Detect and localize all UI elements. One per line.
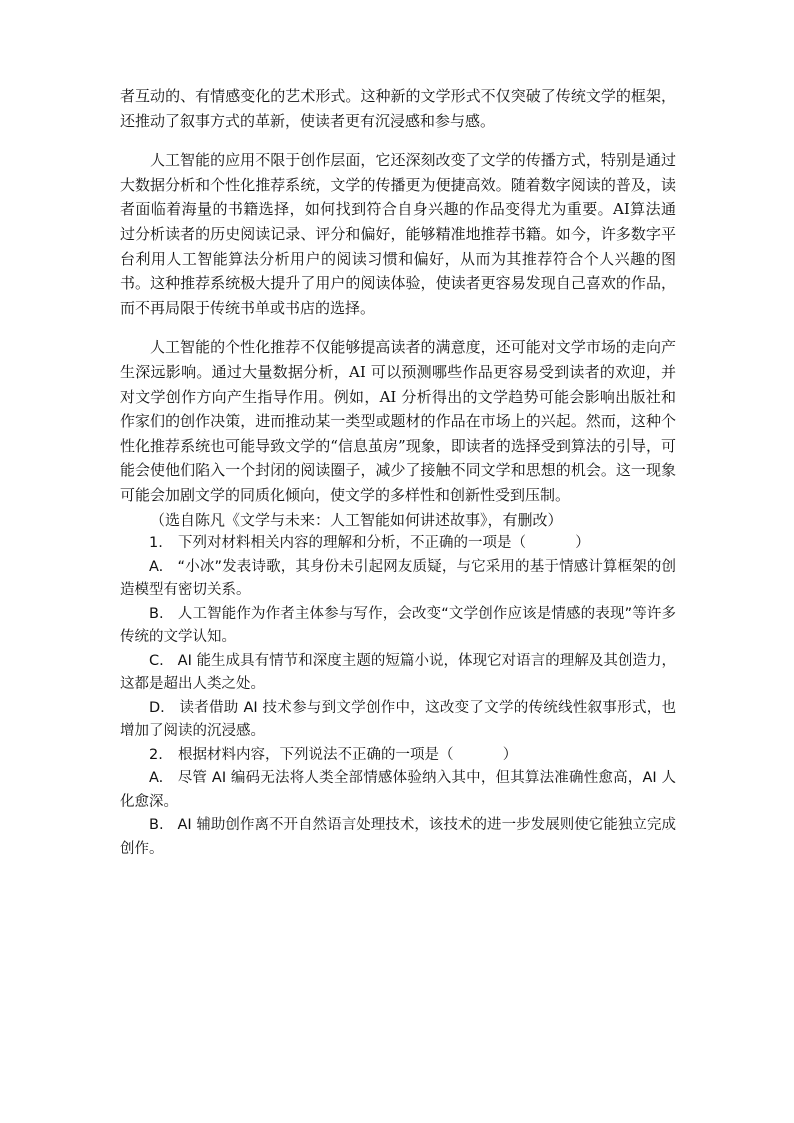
question-stem	[120, 744, 676, 768]
option-letter: D.	[149, 699, 165, 716]
question-stem	[120, 532, 676, 556]
option-letter: B.	[149, 605, 164, 622]
question-text: 根据材料内容，下列说法不正确的一项是（	[178, 746, 454, 763]
passage-paragraph: 人工智能的应用不限于创作层面，它还深刻改变了文学的传播方式，特别是通过大数据分析和个性化推荐系统，文学的传播更为便捷高效。随着数字阅读的普及，读者面临着海量的书籍选择，如何找到符合自身兴趣的作品变得尤为重要。AI算法通过分析读者的历史阅读记录、评分和偏好，能够精准地推荐书籍。如今，许多数字平台利用人工智能算法分析用户的阅读习惯和偏好，从而为其推荐符合个人兴趣的图书。这种推荐系统极大提升了用户的阅读体验，使读者更容易发现自己喜欢的作品，而不再局限于传统书单或书店的选择。	[120, 151, 676, 317]
passage-paragraph: 者互动的、有情感变化的艺术形式。这种新的文学形式不仅突破了传统文学的框架，还推动了叙事方式的革新，使读者更有沉浸感和参与感。	[120, 87, 676, 130]
option-letter: A.	[149, 770, 164, 787]
document-page	[120, 84, 676, 861]
option-letter: B.	[149, 817, 164, 834]
option-letter: A.	[149, 558, 164, 575]
option-text: 尽管 AI 编码无法将人类全部情感体验纳入其中，但其算法准确性愈高，AI 人化愈深。	[120, 770, 677, 810]
question-text-end: ）	[502, 746, 518, 763]
question-text: 下列对材料相关内容的理解和分析，不正确的一项是（	[178, 535, 526, 552]
option-text: AI 辅助创作离不开自然语言处理技术，该技术的进一步发展则使它能独立完成创作。	[120, 817, 676, 857]
passage-paragraph: 人工智能的个性化推荐不仅能够提高读者的满意度，还可能对文学市场的走向产生深远影响。通过大量数据分析，AI 可以预测哪些作品更容易受到读者的欢迎，并对文学创作方向产生指导作用。例如，AI 分析得出的文学趋势可能会影响出版社和作家们的创作决策，进而推动某一类型或题材的作品在市场上的兴起。然而，这种个性化推荐系统也可能导致文学的“信息茧房”现象，即读者的选择受到算法的引导，可能会使他们陷入一个封闭的阅读圈子，减少了接触不同文学和思想的机会。这一现象可能会加剧文学的同质化倾向，使文学的多样性和创新性受到压制。	[120, 338, 676, 504]
option-text: AI 能生成具有情节和深度主题的短篇小说，体现它对语言的理解及其创造力，这都是超出人类之处。	[120, 652, 676, 693]
option-letter: C.	[149, 652, 164, 669]
answer-option	[120, 697, 676, 744]
option-text: 读者借助 AI 技术参与到文学创作中，这改变了文学的传统线性叙事形式，也增加了阅读的沉浸感。	[120, 699, 677, 740]
question-number: 2.	[149, 746, 163, 763]
answer-option	[120, 603, 676, 650]
answer-option	[120, 814, 676, 861]
answer-option	[120, 767, 676, 814]
answer-option	[120, 650, 676, 697]
option-text: 人工智能作为作者主体参与写作，会改变“文学创作应该是情感的表现”等许多传统的文学认知。	[120, 605, 676, 646]
question-number: 1.	[149, 535, 163, 552]
source-citation: （选自陈凡《文学与未来：人工智能如何讲述故事》，有删改）	[150, 510, 563, 529]
answer-option	[120, 556, 676, 603]
option-text: “小冰”发表诗歌，其身份未引起网友质疑，与它采用的基于情感计算框架的创造模型有密切关系。	[120, 558, 676, 599]
question-text-end: ）	[575, 535, 590, 552]
